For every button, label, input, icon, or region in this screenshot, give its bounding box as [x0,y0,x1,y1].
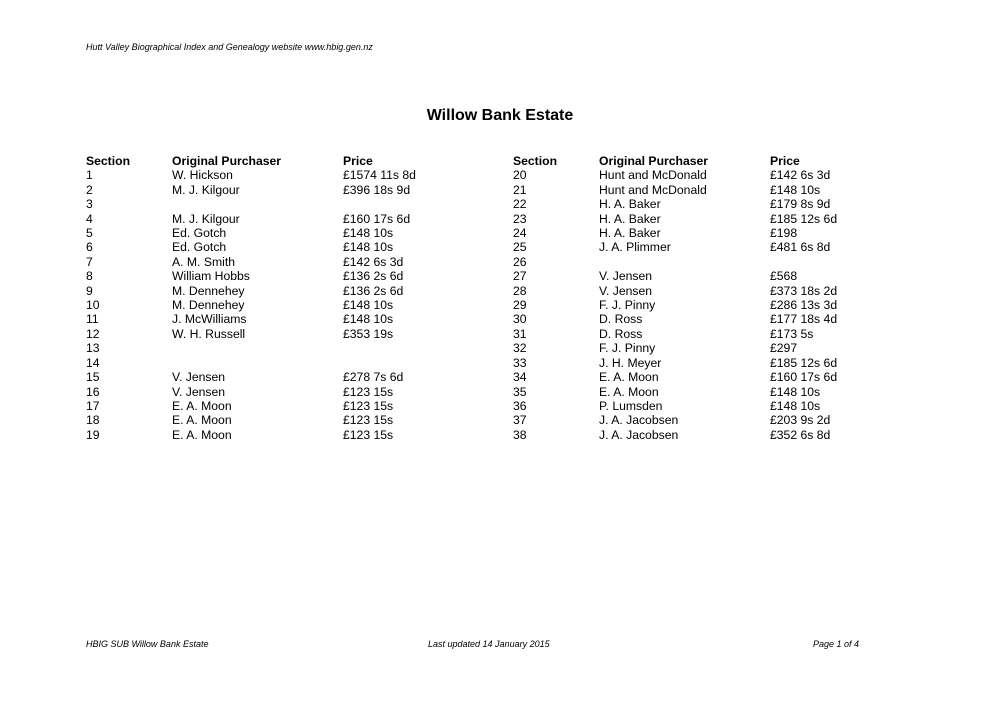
section-cell: 12 [86,326,100,341]
section-cell: 36 [513,398,527,413]
left-records-body [86,168,453,442]
section-cell: 37 [513,413,527,428]
price-cell: £142 6s 3d [343,254,404,269]
purchaser-cell: H. A. Baker [599,211,661,226]
purchaser-cell: V. Jensen [172,370,226,385]
price-cell: £148 10s [343,312,394,327]
purchaser-cell: J. H. Meyer [599,355,662,370]
section-cell: 11 [86,312,99,327]
purchaser-cell: J. A. Plimmer [599,240,671,255]
section-cell: 5 [86,226,93,241]
table-row [86,197,453,211]
footer-updated: Last updated 14 January 2015 [428,639,550,649]
section-cell: 25 [513,240,527,255]
price-cell: £177 18s 4d [770,312,838,327]
price-header: Price [343,154,373,168]
purchaser-cell [172,197,343,211]
section-cell: 21 [513,182,527,197]
purchaser-cell [172,356,343,370]
purchaser-cell: E. A. Moon [172,427,232,442]
section-cell: 31 [513,326,527,341]
price-header: Price [770,154,800,168]
price-cell [343,356,453,370]
section-cell: 3 [86,197,93,212]
table-row [513,255,880,269]
page-title: Willow Bank Estate [426,107,574,124]
price-cell: £136 2s 6d [343,269,404,284]
table-row [513,399,880,413]
left-column-block [86,154,453,442]
price-cell: £179 8s 9d [770,197,831,212]
purchaser-cell: W. Hickson [172,168,233,183]
right-records-body [513,168,880,442]
table-row [86,168,453,182]
purchaser-cell: V. Jensen [172,384,226,399]
section-header: Section [513,154,558,168]
table-row [513,183,880,197]
price-cell: £352 6s 8d [770,427,831,442]
footer-page-number: Page 1 of 4 [813,639,860,649]
section-cell: 7 [86,254,93,269]
price-cell: £353 19s [343,326,394,341]
table-row [86,413,453,427]
table-row [513,284,880,298]
left-records-table [86,154,453,442]
purchaser-cell: V. Jensen [599,283,653,298]
table-row [86,356,453,370]
table-row [86,226,453,240]
section-cell: 18 [86,413,100,428]
price-cell: £297 [770,341,798,356]
table-row [513,312,880,326]
purchaser-cell: D. Ross [599,326,643,341]
purchaser-cell: Ed. Gotch [172,240,227,255]
section-cell: 32 [513,341,527,356]
table-row [513,385,880,399]
section-cell: 10 [86,298,100,313]
price-cell: £481 6s 8d [770,240,831,255]
table-row [86,298,453,312]
table-row [513,298,880,312]
purchaser-cell: E. A. Moon [172,398,232,413]
price-cell: £148 10s [343,226,394,241]
purchaser-cell: M. Dennehey [172,298,245,313]
purchaser-cell: H. A. Baker [599,197,661,212]
purchaser-cell: Ed. Gotch [172,226,227,241]
table-row [86,212,453,226]
price-cell: £148 10s [343,240,394,255]
section-cell: 23 [513,211,527,226]
price-cell: £173 5s [770,326,814,341]
purchaser-cell: W. H. Russell [172,326,246,341]
table-row [86,327,453,341]
table-row [86,240,453,254]
purchaser-cell: Hunt and McDonald [599,168,707,183]
table-row [513,428,880,442]
purchaser-cell: E. A. Moon [599,370,659,385]
table-row [86,269,453,283]
section-cell: 1 [86,168,93,183]
price-cell: £148 10s [770,398,821,413]
section-cell: 35 [513,384,527,399]
table-row [513,240,880,254]
table-row [86,428,453,442]
price-cell: £123 15s [343,398,394,413]
purchaser-cell: E. A. Moon [172,413,232,428]
right-column-block [513,154,880,442]
price-cell: £123 15s [343,427,394,442]
table-row [86,183,453,197]
table-row [86,255,453,269]
section-cell: 24 [513,226,527,241]
table-row [513,356,880,370]
section-cell: 2 [86,182,93,197]
price-cell: £203 9s 2d [770,413,831,428]
purchaser-cell: William Hobbs [172,269,250,284]
section-cell: 15 [86,370,100,385]
price-cell: £396 18s 9d [343,182,411,197]
table-row [86,399,453,413]
header-note: Hutt Valley Biographical Index and Genealogy website www.hbig.gen.nz [86,42,373,52]
purchaser-header: Original Purchaser [599,154,709,168]
price-cell: £123 15s [343,384,394,399]
purchaser-cell: J. A. Jacobsen [599,413,679,428]
table-row [513,168,880,182]
right-header-row [513,154,880,168]
section-cell: 30 [513,312,527,327]
section-cell: 14 [86,355,100,370]
section-cell: 19 [86,427,100,442]
table-row [513,197,880,211]
purchaser-cell: A. M. Smith [172,254,235,269]
price-cell: £136 2s 6d [343,283,404,298]
purchaser-cell: V. Jensen [599,269,653,284]
section-cell: 29 [513,298,527,313]
section-header: Section [86,154,131,168]
table-row [513,327,880,341]
section-cell: 17 [86,398,100,413]
purchaser-cell: M. Dennehey [172,283,245,298]
price-cell: £160 17s 6d [343,211,411,226]
section-cell: 22 [513,197,527,212]
price-cell: £148 10s [343,298,394,313]
footer-doc-name: HBIG SUB Willow Bank Estate [86,639,209,649]
left-header-row [86,154,453,168]
table-row [86,385,453,399]
section-cell: 27 [513,269,527,284]
purchaser-header: Original Purchaser [172,154,282,168]
price-cell [343,341,453,355]
section-cell: 38 [513,427,527,442]
price-cell [343,197,453,211]
section-cell: 26 [513,254,527,269]
section-cell: 33 [513,355,527,370]
price-cell: £123 15s [343,413,394,428]
purchaser-cell [599,255,770,269]
table-row [86,312,453,326]
table-row [513,212,880,226]
table-row [86,370,453,384]
table-row [513,370,880,384]
price-cell: £185 12s 6d [770,355,838,370]
table-row [513,226,880,240]
price-cell: £568 [770,269,798,284]
price-cell: £148 10s [770,182,821,197]
purchaser-cell: H. A. Baker [599,226,661,241]
price-cell: £198 [770,226,798,241]
section-cell: 9 [86,283,93,298]
price-cell: £278 7s 6d [343,370,404,385]
section-cell: 13 [86,341,100,356]
purchaser-cell: J. McWilliams [172,312,247,327]
purchaser-cell: D. Ross [599,312,643,327]
price-cell [770,255,880,269]
price-cell: £373 18s 2d [770,283,838,298]
purchaser-cell: Hunt and McDonald [599,182,707,197]
price-cell: £286 13s 3d [770,298,838,313]
section-cell: 34 [513,370,527,385]
table-row [86,284,453,298]
section-cell: 4 [86,211,93,226]
price-cell: £148 10s [770,384,821,399]
purchaser-cell: E. A. Moon [599,384,659,399]
price-cell: £1574 11s 8d [343,168,416,183]
purchaser-cell [172,341,343,355]
purchaser-cell: M. J. Kilgour [172,211,240,226]
table-row [513,413,880,427]
section-cell: 16 [86,384,100,399]
price-cell: £160 17s 6d [770,370,838,385]
purchaser-cell: F. J. Pinny [599,341,656,356]
table-row [86,341,453,355]
price-cell: £142 6s 3d [770,168,831,183]
purchaser-cell: J. A. Jacobsen [599,427,679,442]
section-cell: 8 [86,269,93,284]
purchaser-cell: P. Lumsden [599,398,663,413]
section-cell: 28 [513,283,527,298]
purchaser-cell: M. J. Kilgour [172,182,240,197]
purchaser-cell: F. J. Pinny [599,298,656,313]
section-cell: 20 [513,168,527,183]
section-cell: 6 [86,240,93,255]
price-cell: £185 12s 6d [770,211,838,226]
table-row [513,341,880,355]
table-row [513,269,880,283]
right-records-table [513,154,880,442]
